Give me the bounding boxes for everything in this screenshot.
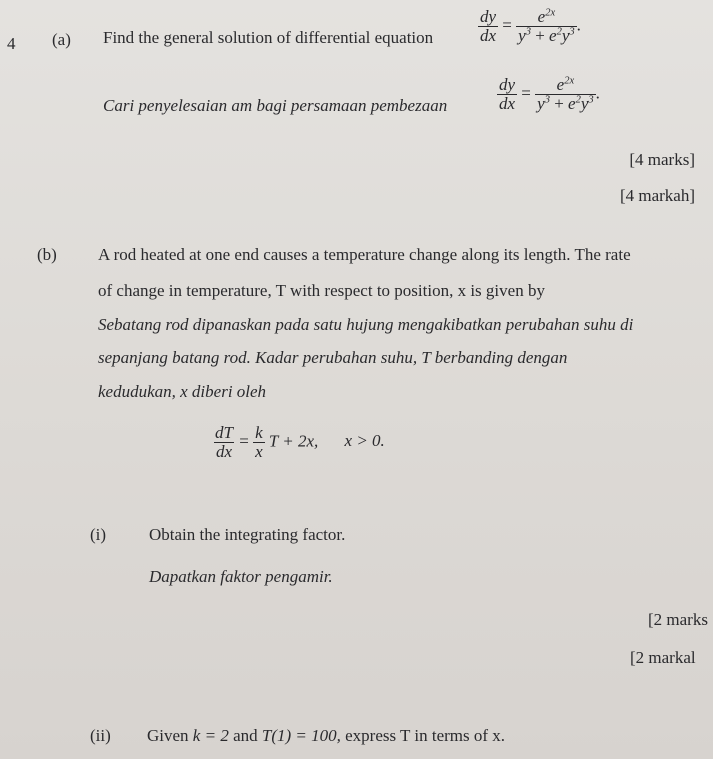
part-b-text-ms-3: kedudukan, x diberi oleh — [98, 382, 267, 401]
part-b-i-question-en: Obtain the integrating factor. — [149, 525, 346, 544]
part-b-i-label: (i) — [90, 525, 107, 544]
part-b-label: (b) — [37, 245, 57, 264]
part-a-equation-en: $\frac{dy}{dx}$ = $\frac{e^{2x}}{y^3 + e^2y^3}$ . — [480, 7, 581, 45]
part-b-i-question-ms: Dapatkan faktor pengamir. — [149, 567, 333, 586]
question-number: 4 — [7, 34, 16, 53]
part-b-i-marks-en: [2 marks — [648, 610, 708, 629]
part-b-text-ms-2: sepanjang batang rod. Kadar perubahan suhu, T berbanding dengan — [98, 348, 568, 367]
part-b-ii-question: Given k = 2 and T(1) = 100, express T in terms of x. — [147, 726, 506, 745]
part-b-i-marks-ms: [2 markal — [630, 648, 696, 667]
part-a-question-ms: Cari penyelesaian am bagi persamaan pembezaan — [103, 96, 448, 115]
part-b-text-line-2: of change in temperature, T with respect to position, x is given by — [98, 281, 545, 300]
part-b-equation: $\frac{dT}{dx}$ = $\frac{k}{x}$ T + 2x, x > 0. — [215, 423, 385, 461]
part-b-ii-label: (ii) — [90, 726, 111, 745]
part-a-marks-en: [4 marks] — [629, 150, 695, 169]
part-a-question-en: Find the general solution of differential equation — [103, 28, 434, 47]
part-b-text-ms-1: Sebatang rod dipanaskan pada satu hujung mengakibatkan perubahan suhu di — [98, 315, 634, 334]
part-a-label: (a) — [52, 30, 71, 49]
part-a-marks-ms: [4 markah] — [619, 186, 695, 205]
part-b-text-line-1: A rod heated at one end causes a temperature change along its length. The rate — [98, 245, 631, 264]
part-a-equation-ms: $\frac{dy}{dx}$ = $\frac{e^{2x}}{y^3 + e^2y^3}$ . — [499, 75, 600, 113]
